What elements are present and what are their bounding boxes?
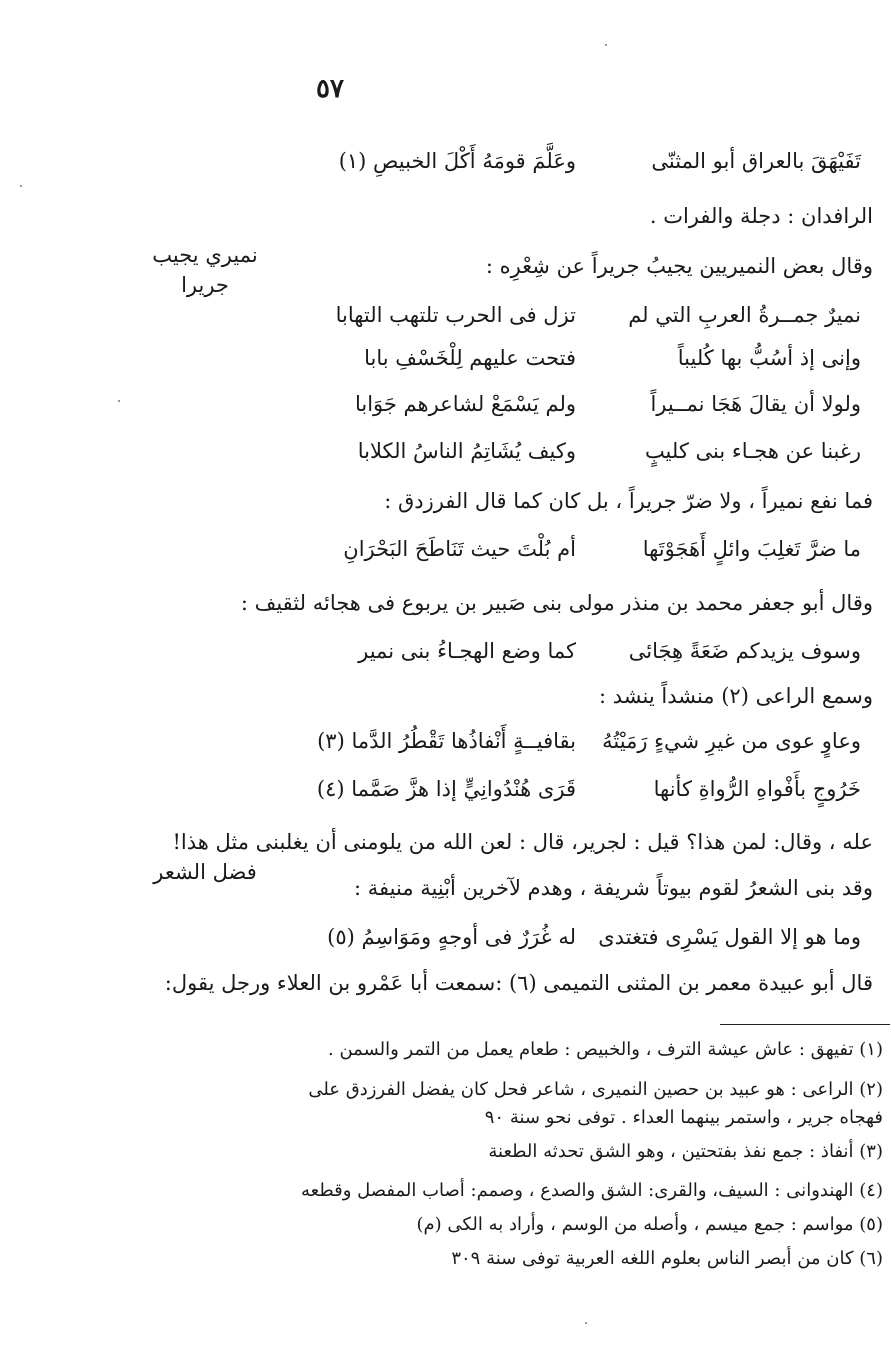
footnote-separator bbox=[720, 1024, 890, 1025]
verse-hemistich-first: خَرُوجٍ بأَفْواهِ الرُّواةِ كأنها bbox=[653, 777, 861, 801]
verse-hemistich-second: تزل فى الحرب تلتهب التهابا bbox=[335, 303, 576, 327]
verse-hemistich-first: وإنى إذ أسُبُّ بها كُليباً bbox=[677, 346, 861, 370]
prose-line: عله ، وقال: لمن هذا؟ قيل : لجرير، قال : لعن الله من يلومنى أن يغلبنى مثل هذا! bbox=[172, 830, 873, 854]
margin-note-line: نميري يجيب bbox=[152, 243, 258, 267]
verse-line bbox=[301, 774, 861, 810]
footnote: (٢) الراعى : هو عبيد بن حصين النميرى ، شاعر فحل كان يفضل الفرزدق على bbox=[308, 1079, 883, 1100]
verse-hemistich-first: تَفَيْهَقَ بالعراق أبو المثنّى bbox=[651, 149, 861, 173]
footnote: (٥) مواسم : جمع ميسم ، وأصله من الوسم ، وأراد به الكى (م) bbox=[416, 1214, 883, 1235]
scan-speck bbox=[118, 400, 120, 402]
verse-hemistich-first: ما ضرَّ تَغلِبَ وائلٍ أَهَجَوْتَها bbox=[642, 537, 861, 561]
verse-hemistich-first: وعاوٍ عوى من غيرِ شيءٍ رَمَيْتُهُ bbox=[602, 729, 861, 753]
verse-hemistich-second: له غُرَرٌ فى أوجهٍ ومَوَاسِمُ (٥) bbox=[327, 925, 576, 949]
verse-line bbox=[301, 436, 861, 472]
prose-line: الرافدان : دجلة والفرات . bbox=[649, 204, 873, 228]
verse-line bbox=[301, 389, 861, 425]
page-number: ٥٧ bbox=[316, 74, 344, 104]
verse-line bbox=[301, 343, 861, 379]
footnote: (١) تفيهق : عاش عيشة الترف ، والخبيص : طعام يعمل من التمر والسمن . bbox=[328, 1039, 883, 1060]
margin-note-line: جريرا bbox=[181, 273, 229, 297]
verse-hemistich-second: وعَلَّمَ قومَهُ أَكْلَ الخبيصِ (١) bbox=[338, 149, 576, 173]
verse-hemistich-second: فتحت عليهم لِلْخَسْفِ بابا bbox=[364, 346, 576, 370]
verse-line bbox=[301, 922, 861, 958]
footnote: فهجاه جرير ، واستمر بينهما العداء . توفى نحو سنة ٩٠ bbox=[484, 1107, 883, 1128]
prose-line: قال أبو عبيدة معمر بن المثنى التميمى (٦) :سمعت أبا عَمْرو بن العلاء ورجل يقول: bbox=[164, 971, 873, 995]
verse-hemistich-first: ولولا أن يقالَ هَجَا نمــيراً bbox=[650, 392, 861, 416]
verse-line bbox=[301, 636, 861, 672]
verse-hemistich-first: وسوف يزيدكم ضَعَةً هِجَائى bbox=[628, 639, 861, 663]
verse-hemistich-second: بقافيــةٍ أَنْفاذُها تَقْطُرُ الدَّما (٣) bbox=[317, 729, 576, 753]
scan-speck bbox=[605, 44, 607, 46]
verse-line bbox=[301, 726, 861, 762]
margin-note-numeiri bbox=[150, 240, 260, 300]
prose-line: فما نفع نميراً ، ولا ضرّ جريراً ، بل كان كما قال الفرزدق : bbox=[384, 489, 873, 513]
verse-line bbox=[301, 146, 861, 182]
prose-line: وسمع الراعى (٢) منشداً ينشد : bbox=[599, 684, 873, 708]
verse-hemistich-first: نميرٌ جمــرةُ العربِ التي لم bbox=[628, 303, 861, 327]
footnote: (٦) كان من أبصر الناس بعلوم اللغه العربية توفى سنة ٣٠٩ bbox=[451, 1248, 883, 1269]
verse-line bbox=[301, 534, 861, 570]
margin-note-fadl: فضل الشعر bbox=[153, 860, 257, 884]
verse-hemistich-second: قَرَى هُنْدُوانِيٍّ إذا هزَّ صَمَّما (٤) bbox=[316, 777, 576, 801]
verse-hemistich-second: وكيف يُشَاتِمُ الناسُ الكلابا bbox=[357, 439, 576, 463]
scan-speck bbox=[585, 1322, 587, 1324]
footnote: (٤) الهندوانى : السيف، والقرى: الشق والصدع ، وصمم: أصاب المفصل وقطعه bbox=[301, 1180, 883, 1201]
prose-line: وقد بنى الشعرُ لقوم بيوتاً شريفة ، وهدم لآخرين أبْنِية منيفة : bbox=[354, 876, 873, 900]
scan-speck bbox=[20, 185, 22, 187]
verse-hemistich-first: رغبنا عن هجـاء بنى كليبٍ bbox=[644, 439, 861, 463]
verse-line bbox=[301, 300, 861, 336]
verse-hemistich-second: ولم يَسْمَعْ لشاعرهم جَوَابا bbox=[354, 392, 576, 416]
verse-hemistich-second: كما وضع الهجـاءُ بنى نمير bbox=[358, 639, 576, 663]
prose-line: وقال بعض النميريين يجيبُ جريراً عن شِعْرِه : bbox=[485, 254, 873, 278]
verse-hemistich-second: أم بُلْتَ حيث تَنَاطَحَ البَحْرَانِ bbox=[343, 537, 576, 561]
prose-line: وقال أبو جعفر محمد بن منذر مولى بنى صَبير بن يربوع فى هجائه لثقيف : bbox=[240, 591, 873, 615]
verse-hemistich-first: وما هو إلا القول يَسْرِى فتغتدى bbox=[598, 925, 861, 949]
footnote: (٣) أنفاذ : جمع نفذ بفتحتين ، وهو الشق تحدثه الطعنة bbox=[488, 1141, 883, 1162]
